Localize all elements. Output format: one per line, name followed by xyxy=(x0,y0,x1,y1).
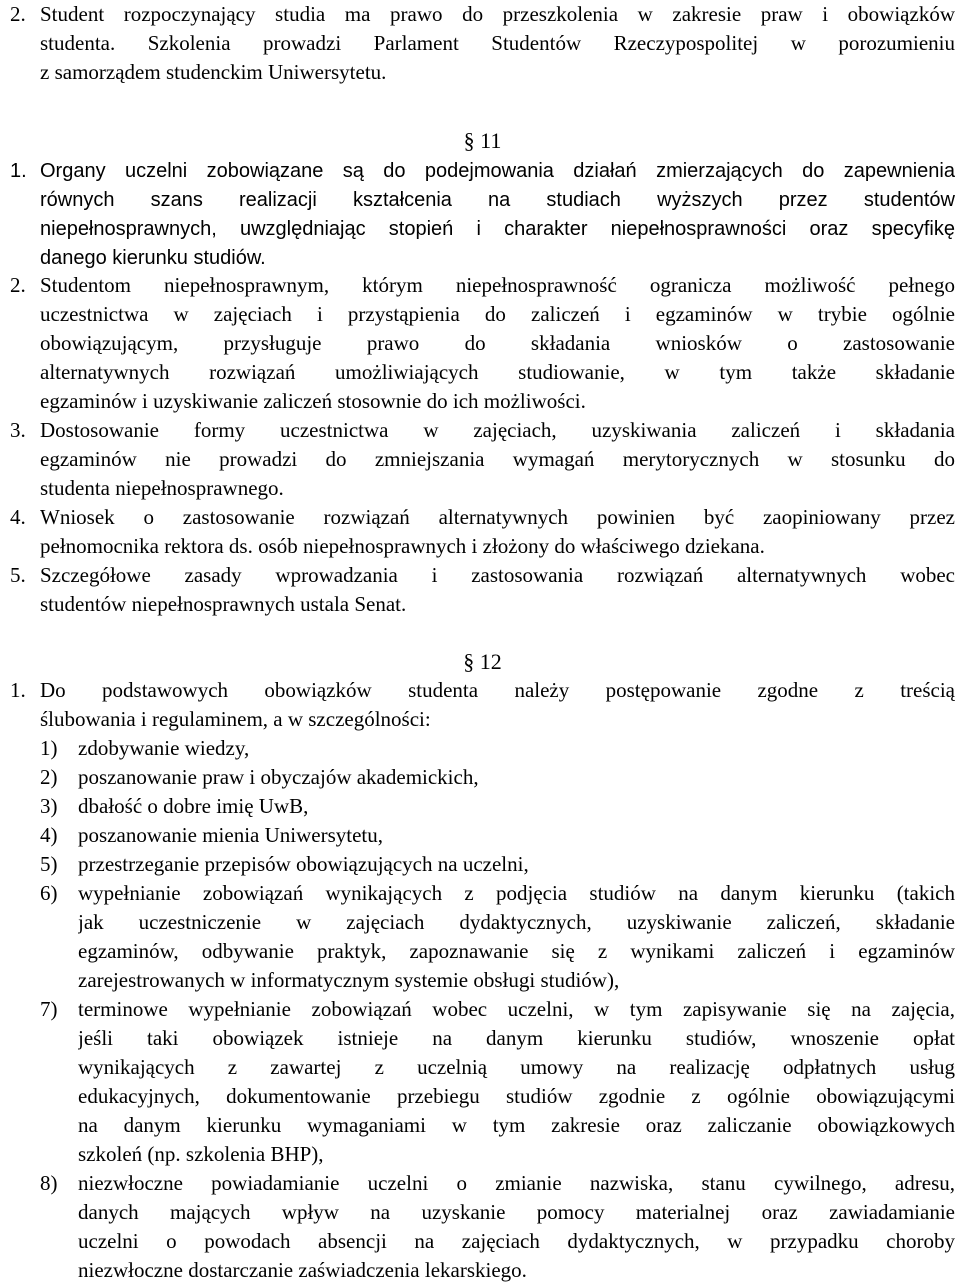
item-line: niepełnosprawnych, uwzględniając stopień i charakter niepełnosprawności oraz specyfikę xyxy=(40,218,955,240)
duty-item-8 xyxy=(10,1169,955,1285)
duty-line: jeśli taki obowiązek istnieje na danym kierunku studiów, wnoszenie opłat xyxy=(78,1026,955,1050)
duty-number: 8) xyxy=(40,1171,58,1195)
duty-item-3 xyxy=(10,792,955,821)
duty-line: szkoleń (np. szkolenia BHP), xyxy=(78,1142,324,1166)
duty-line: wypełnianie zobowiązań wynikających z podjęcia studiów na danym kierunku (takich xyxy=(78,881,955,905)
duty-item-6 xyxy=(10,879,955,995)
duty-line: na danym kierunku wymaganiami w tym zakresie oraz zaliczanie obowiązkowych xyxy=(78,1113,955,1137)
item-line: alternatywnych rozwiązań umożliwiających studiowanie, w tym także składanie xyxy=(40,360,955,384)
section-12-item-1 xyxy=(10,676,955,734)
duty-line: egzaminów, odbywanie praktyk, zapoznawanie się z wynikami zaliczeń i egzaminów xyxy=(78,939,955,963)
duty-line: terminowe wypełnianie zobowiązań wobec uczelni, w tym zapisywanie się na zajęcia, xyxy=(78,997,955,1021)
item-line: ślubowania i regulaminem, a w szczególności: xyxy=(40,707,431,731)
paragraph-line: studenta. Szkolenia prowadzi Parlament Studentów Rzeczypospolitej w porozumieniu xyxy=(40,31,955,55)
item-line: studenta niepełnosprawnego. xyxy=(40,476,284,500)
duty-item-2 xyxy=(10,763,955,792)
item-number: 1. xyxy=(10,160,27,182)
item-line: pełnomocnika rektora ds. osób niepełnosprawnych i złożony do właściwego dziekana. xyxy=(40,534,765,558)
duty-number: 3) xyxy=(40,794,58,818)
duty-line: zarejestrowanych w informatycznym systemie obsługi studiów), xyxy=(78,968,620,992)
duty-line: uczelni o powodach absencji na zajęciach dydaktycznych, w przypadku choroby xyxy=(78,1229,955,1253)
section-11-item-4 xyxy=(10,503,955,561)
duty-number: 6) xyxy=(40,881,58,905)
duty-number: 1) xyxy=(40,736,58,760)
paragraph-number: 2. xyxy=(10,2,26,26)
duty-line: edukacyjnych, dokumentowanie przebiegu studiów zgodnie z ogólnie obowiązującymi xyxy=(78,1084,955,1108)
item-line: uczestnictwa w zajęciach i przystąpienia do zaliczeń i egzaminów w trybie ogólnie xyxy=(40,302,955,326)
duty-item-5 xyxy=(10,850,955,879)
duty-number: 4) xyxy=(40,823,58,847)
duty-item-1 xyxy=(10,734,955,763)
paragraph-line: Student rozpoczynający studia ma prawo do przeszkolenia w zakresie praw i obowiązków xyxy=(40,2,955,26)
duty-number: 2) xyxy=(40,765,58,789)
paragraph-2 xyxy=(10,0,955,87)
item-line: danego kierunku studiów. xyxy=(40,247,266,269)
item-line: Dostosowanie formy uczestnictwa w zajęciach, uzyskiwania zaliczeń i składania xyxy=(40,418,955,442)
item-line: obowiązującym, przysługuje prawo do składania wniosków o zastosowanie xyxy=(40,331,955,355)
section-11-item-5 xyxy=(10,561,955,619)
section-11-item-1 xyxy=(10,157,955,273)
duty-line: poszanowanie mienia Uniwersytetu, xyxy=(78,823,383,847)
section-heading-11: § 11 xyxy=(463,128,502,153)
item-number: 5. xyxy=(10,563,26,587)
duty-item-7 xyxy=(10,995,955,1169)
duty-item-4 xyxy=(10,821,955,850)
duty-line: jak uczestniczenie w zajęciach dydaktycznych, uzyskiwanie zaliczeń, składanie xyxy=(78,910,955,934)
item-line: egzaminów nie prowadzi do zmniejszania wymagań merytorycznych w stosunku do xyxy=(40,447,955,471)
item-line: Szczegółowe zasady wprowadzania i zastosowania rozwiązań alternatywnych wobec xyxy=(40,563,955,587)
paragraph-line: z samorządem studenckim Uniwersytetu. xyxy=(40,60,387,84)
item-line: Do podstawowych obowiązków studenta należy postępowanie zgodne z treścią xyxy=(40,678,955,702)
duty-line: danych mających wpływ na uzyskanie pomocy materialnej oraz zawiadamianie xyxy=(78,1200,955,1224)
section-heading-12: § 12 xyxy=(463,649,502,674)
item-line: Organy uczelni zobowiązane są do podejmowania działań zmierzających do zapewnienia xyxy=(40,160,955,182)
item-line: studentów niepełnosprawnych ustala Senat. xyxy=(40,592,407,616)
duty-line: poszanowanie praw i obyczajów akademickich, xyxy=(78,765,479,789)
section-11-item-3 xyxy=(10,416,955,503)
duty-line: dbałość o dobre imię UwB, xyxy=(78,794,309,818)
duty-line: zdobywanie wiedzy, xyxy=(78,736,250,760)
duty-line: przestrzeganie przepisów obowiązujących na uczelni, xyxy=(78,852,529,876)
duty-number: 5) xyxy=(40,852,58,876)
duty-line: niezwłoczne powiadamianie uczelni o zmianie nazwiska, stanu cywilnego, adresu, xyxy=(78,1171,955,1195)
item-line: egzaminów i uzyskiwanie zaliczeń stosownie do ich możliwości. xyxy=(40,389,586,413)
duty-line: niezwłoczne dostarczanie zaświadczenia lekarskiego. xyxy=(78,1258,527,1282)
item-line: równych szans realizacji kształcenia na studiach wyższych przez studentów xyxy=(40,189,955,211)
item-line: Wniosek o zastosowanie rozwiązań alternatywnych powinien być zaopiniowany przez xyxy=(40,505,955,529)
section-11-item-2 xyxy=(10,271,955,416)
item-line: Studentom niepełnosprawnym, którym niepełnosprawność ogranicza możliwość pełnego xyxy=(40,273,955,297)
duty-number: 7) xyxy=(40,997,58,1021)
item-number: 3. xyxy=(10,418,26,442)
item-number: 4. xyxy=(10,505,26,529)
item-number: 2. xyxy=(10,273,26,297)
item-number: 1. xyxy=(10,678,26,702)
duty-line: wynikających z zawartej z uczelnią umowy na realizację odpłatnych usług xyxy=(78,1055,955,1079)
